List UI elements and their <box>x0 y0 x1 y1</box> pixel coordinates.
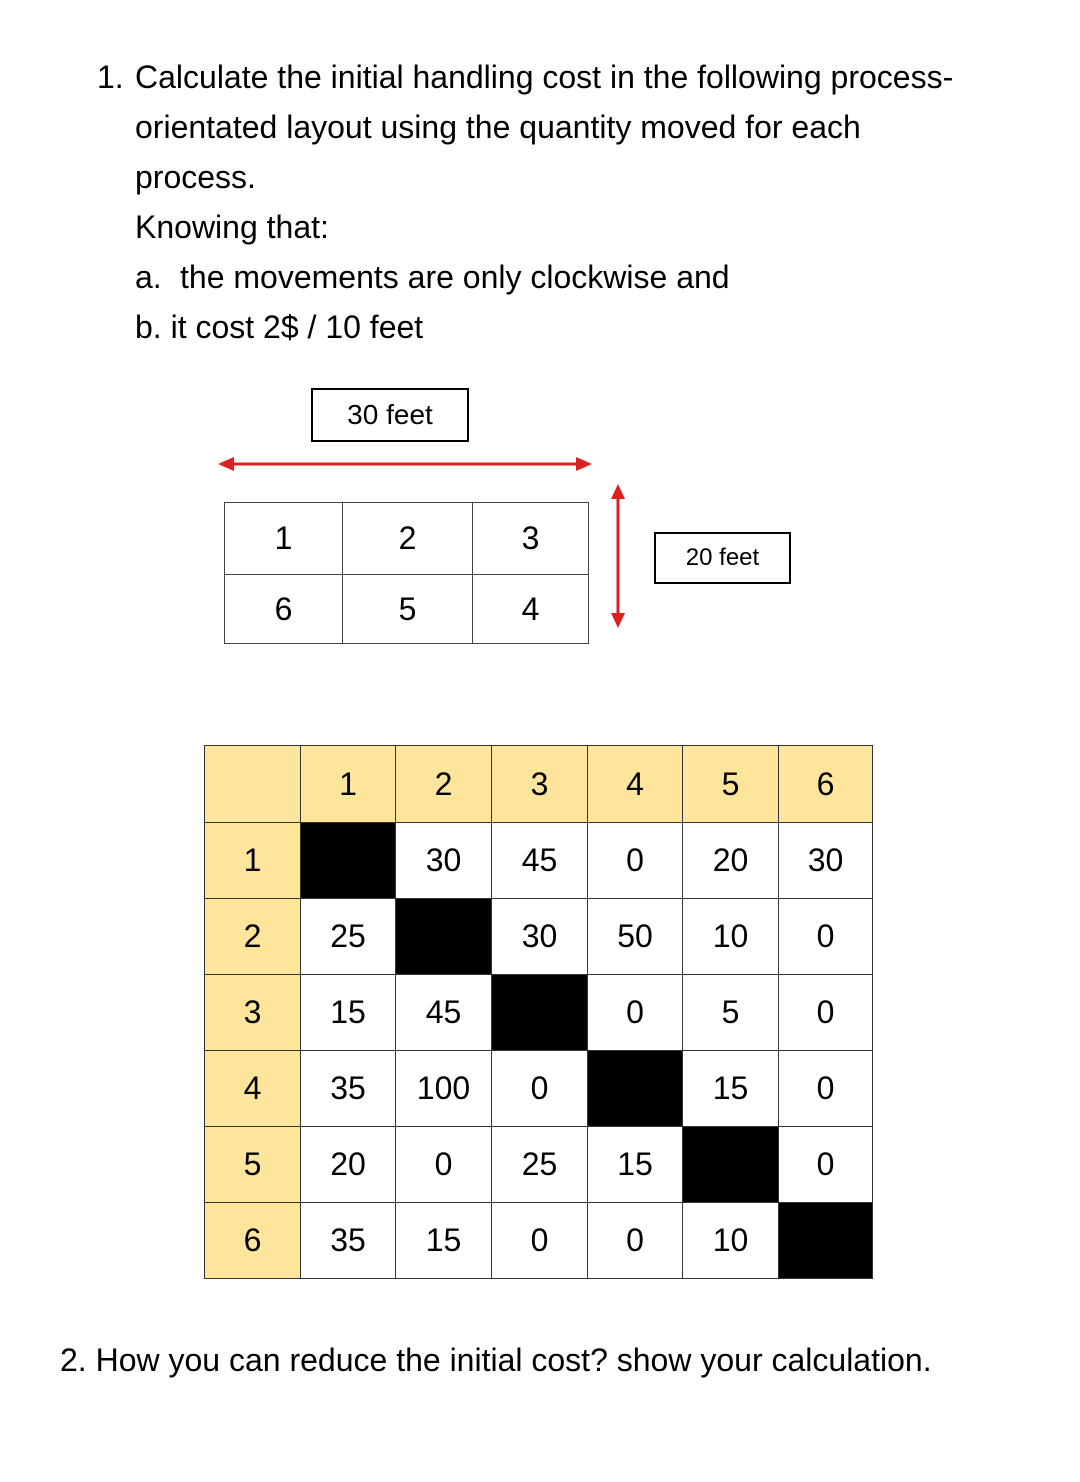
layout-cell: 1 <box>225 503 343 575</box>
matrix-row-header: 1 <box>205 823 301 899</box>
layout-cell: 6 <box>225 575 343 644</box>
matrix-row-header: 3 <box>205 975 301 1051</box>
matrix-cell: 30 <box>396 823 492 899</box>
matrix-column-header: 3 <box>492 746 588 823</box>
matrix-cell: 25 <box>301 899 396 975</box>
height-arrow-head-top <box>611 484 625 499</box>
matrix-cell: 100 <box>396 1051 492 1127</box>
condition-b-marker: b. <box>135 309 162 345</box>
matrix-header-row <box>205 746 873 823</box>
matrix-cell: 35 <box>301 1203 396 1279</box>
matrix-row-header: 4 <box>205 1051 301 1127</box>
matrix-diagonal-cell <box>301 823 396 899</box>
question-1-number: 1. <box>97 59 124 95</box>
matrix-column-header: 6 <box>779 746 873 823</box>
knowing-that-label: Knowing that: <box>135 209 329 245</box>
condition-b-text: it cost 2$ / 10 feet <box>170 309 424 345</box>
matrix-row <box>205 975 873 1051</box>
matrix-cell: 0 <box>779 1127 873 1203</box>
matrix-cell: 25 <box>492 1127 588 1203</box>
matrix-cell: 0 <box>779 899 873 975</box>
matrix-cell: 35 <box>301 1051 396 1127</box>
width-dimension-label: 30 feet <box>311 388 469 442</box>
height-arrow-head-bottom <box>611 613 625 628</box>
matrix-cell: 5 <box>683 975 779 1051</box>
condition-a-marker: a. <box>135 259 162 295</box>
matrix-cell: 15 <box>683 1051 779 1127</box>
layout-top-row <box>225 503 589 575</box>
matrix-row <box>205 899 873 975</box>
matrix-cell: 0 <box>588 975 683 1051</box>
matrix-cell: 20 <box>683 823 779 899</box>
layout-cell: 2 <box>343 503 473 575</box>
width-arrow-head-left <box>218 457 234 471</box>
layout-cell: 5 <box>343 575 473 644</box>
matrix-row-header: 2 <box>205 899 301 975</box>
matrix-corner-cell <box>205 746 301 823</box>
width-arrow-head-right <box>576 457 592 471</box>
matrix-column-header: 4 <box>588 746 683 823</box>
matrix-diagonal-cell <box>588 1051 683 1127</box>
matrix-column-header: 1 <box>301 746 396 823</box>
matrix-cell: 0 <box>779 1051 873 1127</box>
matrix-diagonal-cell <box>492 975 588 1051</box>
matrix-row <box>205 1203 873 1279</box>
matrix-column-header: 5 <box>683 746 779 823</box>
matrix-row <box>205 1051 873 1127</box>
matrix-row-header: 6 <box>205 1203 301 1279</box>
quantity-matrix <box>204 745 873 1279</box>
matrix-cell: 50 <box>588 899 683 975</box>
matrix-cell: 0 <box>588 823 683 899</box>
matrix-diagonal-cell <box>683 1127 779 1203</box>
process-layout-grid <box>224 502 589 644</box>
layout-cell: 3 <box>473 503 589 575</box>
question-1-line-2: orientated layout using the quantity moved for each <box>135 109 861 145</box>
matrix-cell: 45 <box>396 975 492 1051</box>
matrix-cell: 15 <box>588 1127 683 1203</box>
question-1-line-3: process. <box>135 159 256 195</box>
layout-cell: 4 <box>473 575 589 644</box>
matrix-cell: 10 <box>683 899 779 975</box>
matrix-diagonal-cell <box>779 1203 873 1279</box>
matrix-cell: 30 <box>779 823 873 899</box>
matrix-cell: 20 <box>301 1127 396 1203</box>
matrix-diagonal-cell <box>396 899 492 975</box>
layout-bottom-row <box>225 575 589 644</box>
question-1-line-1: Calculate the initial handling cost in the following process- <box>135 59 954 95</box>
matrix-cell: 0 <box>396 1127 492 1203</box>
condition-a-text: the movements are only clockwise and <box>180 259 730 295</box>
matrix-cell: 15 <box>396 1203 492 1279</box>
matrix-cell: 30 <box>492 899 588 975</box>
matrix-cell: 0 <box>492 1051 588 1127</box>
matrix-cell: 0 <box>779 975 873 1051</box>
matrix-row <box>205 823 873 899</box>
matrix-cell: 45 <box>492 823 588 899</box>
matrix-row-header: 5 <box>205 1127 301 1203</box>
matrix-cell: 0 <box>588 1203 683 1279</box>
matrix-cell: 0 <box>492 1203 588 1279</box>
height-dimension-label: 20 feet <box>654 532 791 584</box>
matrix-cell: 15 <box>301 975 396 1051</box>
question-2: 2. How you can reduce the initial cost? show your calculation. <box>60 1342 932 1378</box>
matrix-row <box>205 1127 873 1203</box>
matrix-column-header: 2 <box>396 746 492 823</box>
matrix-cell: 10 <box>683 1203 779 1279</box>
